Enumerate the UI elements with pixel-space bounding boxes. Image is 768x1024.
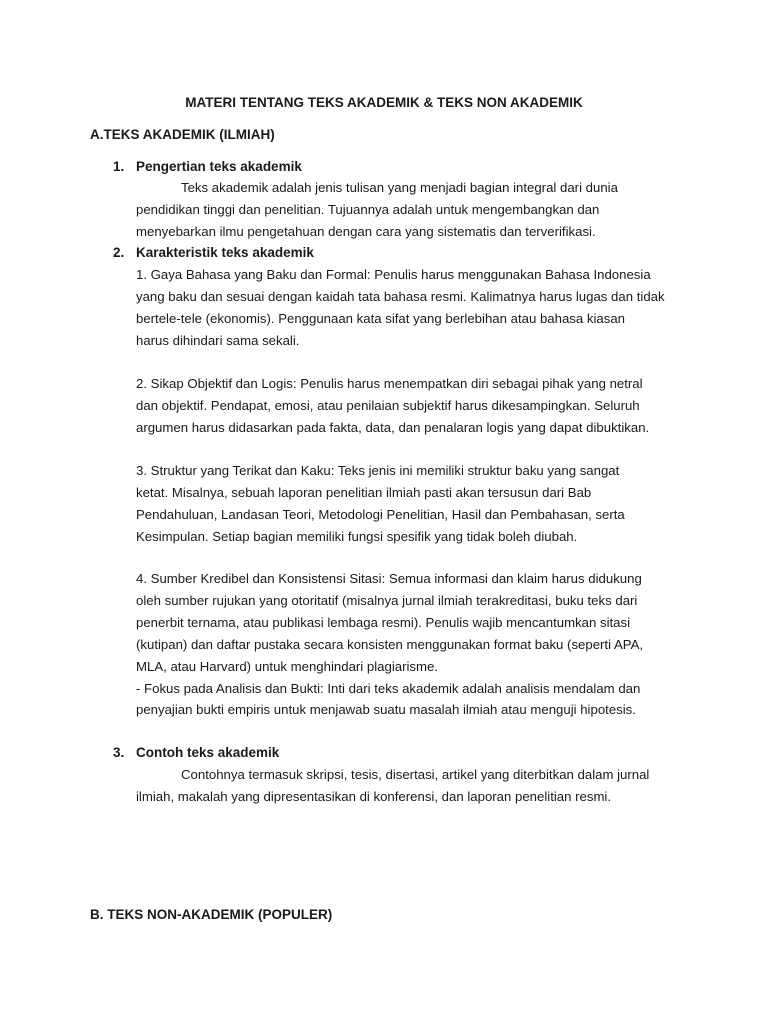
paragraph-line: 1. Gaya Bahasa yang Baku dan Formal: Penulis harus menggunakan Bahasa Indonesia	[136, 267, 651, 282]
paragraph-line: pendidikan tinggi dan penelitian. Tujuannya adalah untuk mengembangkan dan	[136, 201, 600, 217]
paragraph-line: Kesimpulan. Setiap bagian memiliki fungsi spesifik yang tidak boleh diubah.	[136, 528, 578, 544]
paragraph-line: yang baku dan sesuai dengan kaidah tata bahasa resmi. Kalimatnya harus lugas dan tidak	[136, 288, 665, 304]
item-number: 3.	[113, 745, 125, 760]
paragraph-line: Pendahuluan, Landasan Teori, Metodologi Penelitian, Hasil dan Pembahasan, serta	[136, 506, 625, 522]
item-title: Karakteristik teks akademik	[136, 245, 314, 260]
paragraph-line: bertele-tele (ekonomis). Penggunaan kata sifat yang berlebihan atau bahasa kiasan	[136, 310, 625, 326]
characteristic-paragraph-1	[136, 264, 696, 352]
characteristic-paragraph-3	[136, 460, 696, 548]
section-b-heading: B. TEKS NON-AKADEMIK (POPULER)	[90, 907, 333, 922]
characteristic-paragraph-2	[136, 373, 696, 439]
paragraph-line: 4. Sumber Kredibel dan Konsistensi Sitasi: Semua informasi dan klaim harus didukung	[136, 571, 642, 586]
paragraph-line: argumen harus didasarkan pada fakta, data, dan penalaran logis yang dapat dibuktikan.	[136, 419, 650, 435]
paragraph-line: ilmiah, makalah yang dipresentasikan di konferensi, dan laporan penelitian resmi.	[136, 788, 612, 804]
document-title: MATERI TENTANG TEKS AKADEMIK & TEKS NON AKADEMIK	[185, 95, 583, 110]
paragraph-line: - Fokus pada Analisis dan Bukti: Inti dari teks akademik adalah analisis mendalam dan	[136, 680, 641, 696]
example-paragraph	[136, 764, 696, 808]
section-a-heading: A.TEKS AKADEMIK (ILMIAH)	[90, 127, 275, 142]
item-2-heading	[113, 242, 314, 264]
paragraph-line: penerbit ternama, atau publikasi lembaga resmi). Penulis wajib mencantumkan sitasi	[136, 614, 631, 630]
item-title: Contoh teks akademik	[136, 745, 280, 760]
paragraph-line: dan objektif. Pendapat, emosi, atau penilaian subjektif harus dikesampingkan. Seluruh	[136, 397, 640, 413]
paragraph-line: harus dihindari sama sekali.	[136, 332, 300, 348]
definition-paragraph	[136, 177, 696, 243]
item-1-heading	[113, 156, 302, 178]
paragraph-line: 3. Struktur yang Terikat dan Kaku: Teks jenis ini memiliki struktur baku yang sangat	[136, 463, 620, 478]
paragraph-line: (kutipan) dan daftar pustaka secara konsisten menggunakan format baku (seperti APA,	[136, 636, 644, 652]
item-3-heading	[113, 742, 279, 764]
paragraph-line: MLA, atau Harvard) untuk menghindari plagiarisme.	[136, 658, 438, 674]
paragraph-line: 2. Sikap Objektif dan Logis: Penulis harus menempatkan diri sebagai pihak yang netral	[136, 376, 643, 391]
paragraph-line: penyajian bukti empiris untuk menjawab suatu masalah ilmiah atau menguji hipotesis.	[136, 702, 636, 718]
paragraph-line: Teks akademik adalah jenis tulisan yang menjadi bagian integral dari dunia	[181, 180, 618, 195]
paragraph-line: Contohnya termasuk skripsi, tesis, disertasi, artikel yang diterbitkan dalam jurnal	[181, 767, 650, 782]
item-number: 2.	[113, 245, 125, 260]
characteristic-paragraph-4	[136, 568, 696, 721]
paragraph-line: menyebarkan ilmu pengetahuan dengan cara yang sistematis dan terverifikasi.	[136, 223, 596, 239]
paragraph-line: ketat. Misalnya, sebuah laporan penelitian ilmiah pasti akan tersusun dari Bab	[136, 484, 592, 500]
item-title: Pengertian teks akademik	[136, 159, 302, 174]
item-number: 1.	[113, 159, 125, 174]
paragraph-line: oleh sumber rujukan yang otoritatif (misalnya jurnal ilmiah terakreditasi, buku teks dari	[136, 592, 638, 608]
